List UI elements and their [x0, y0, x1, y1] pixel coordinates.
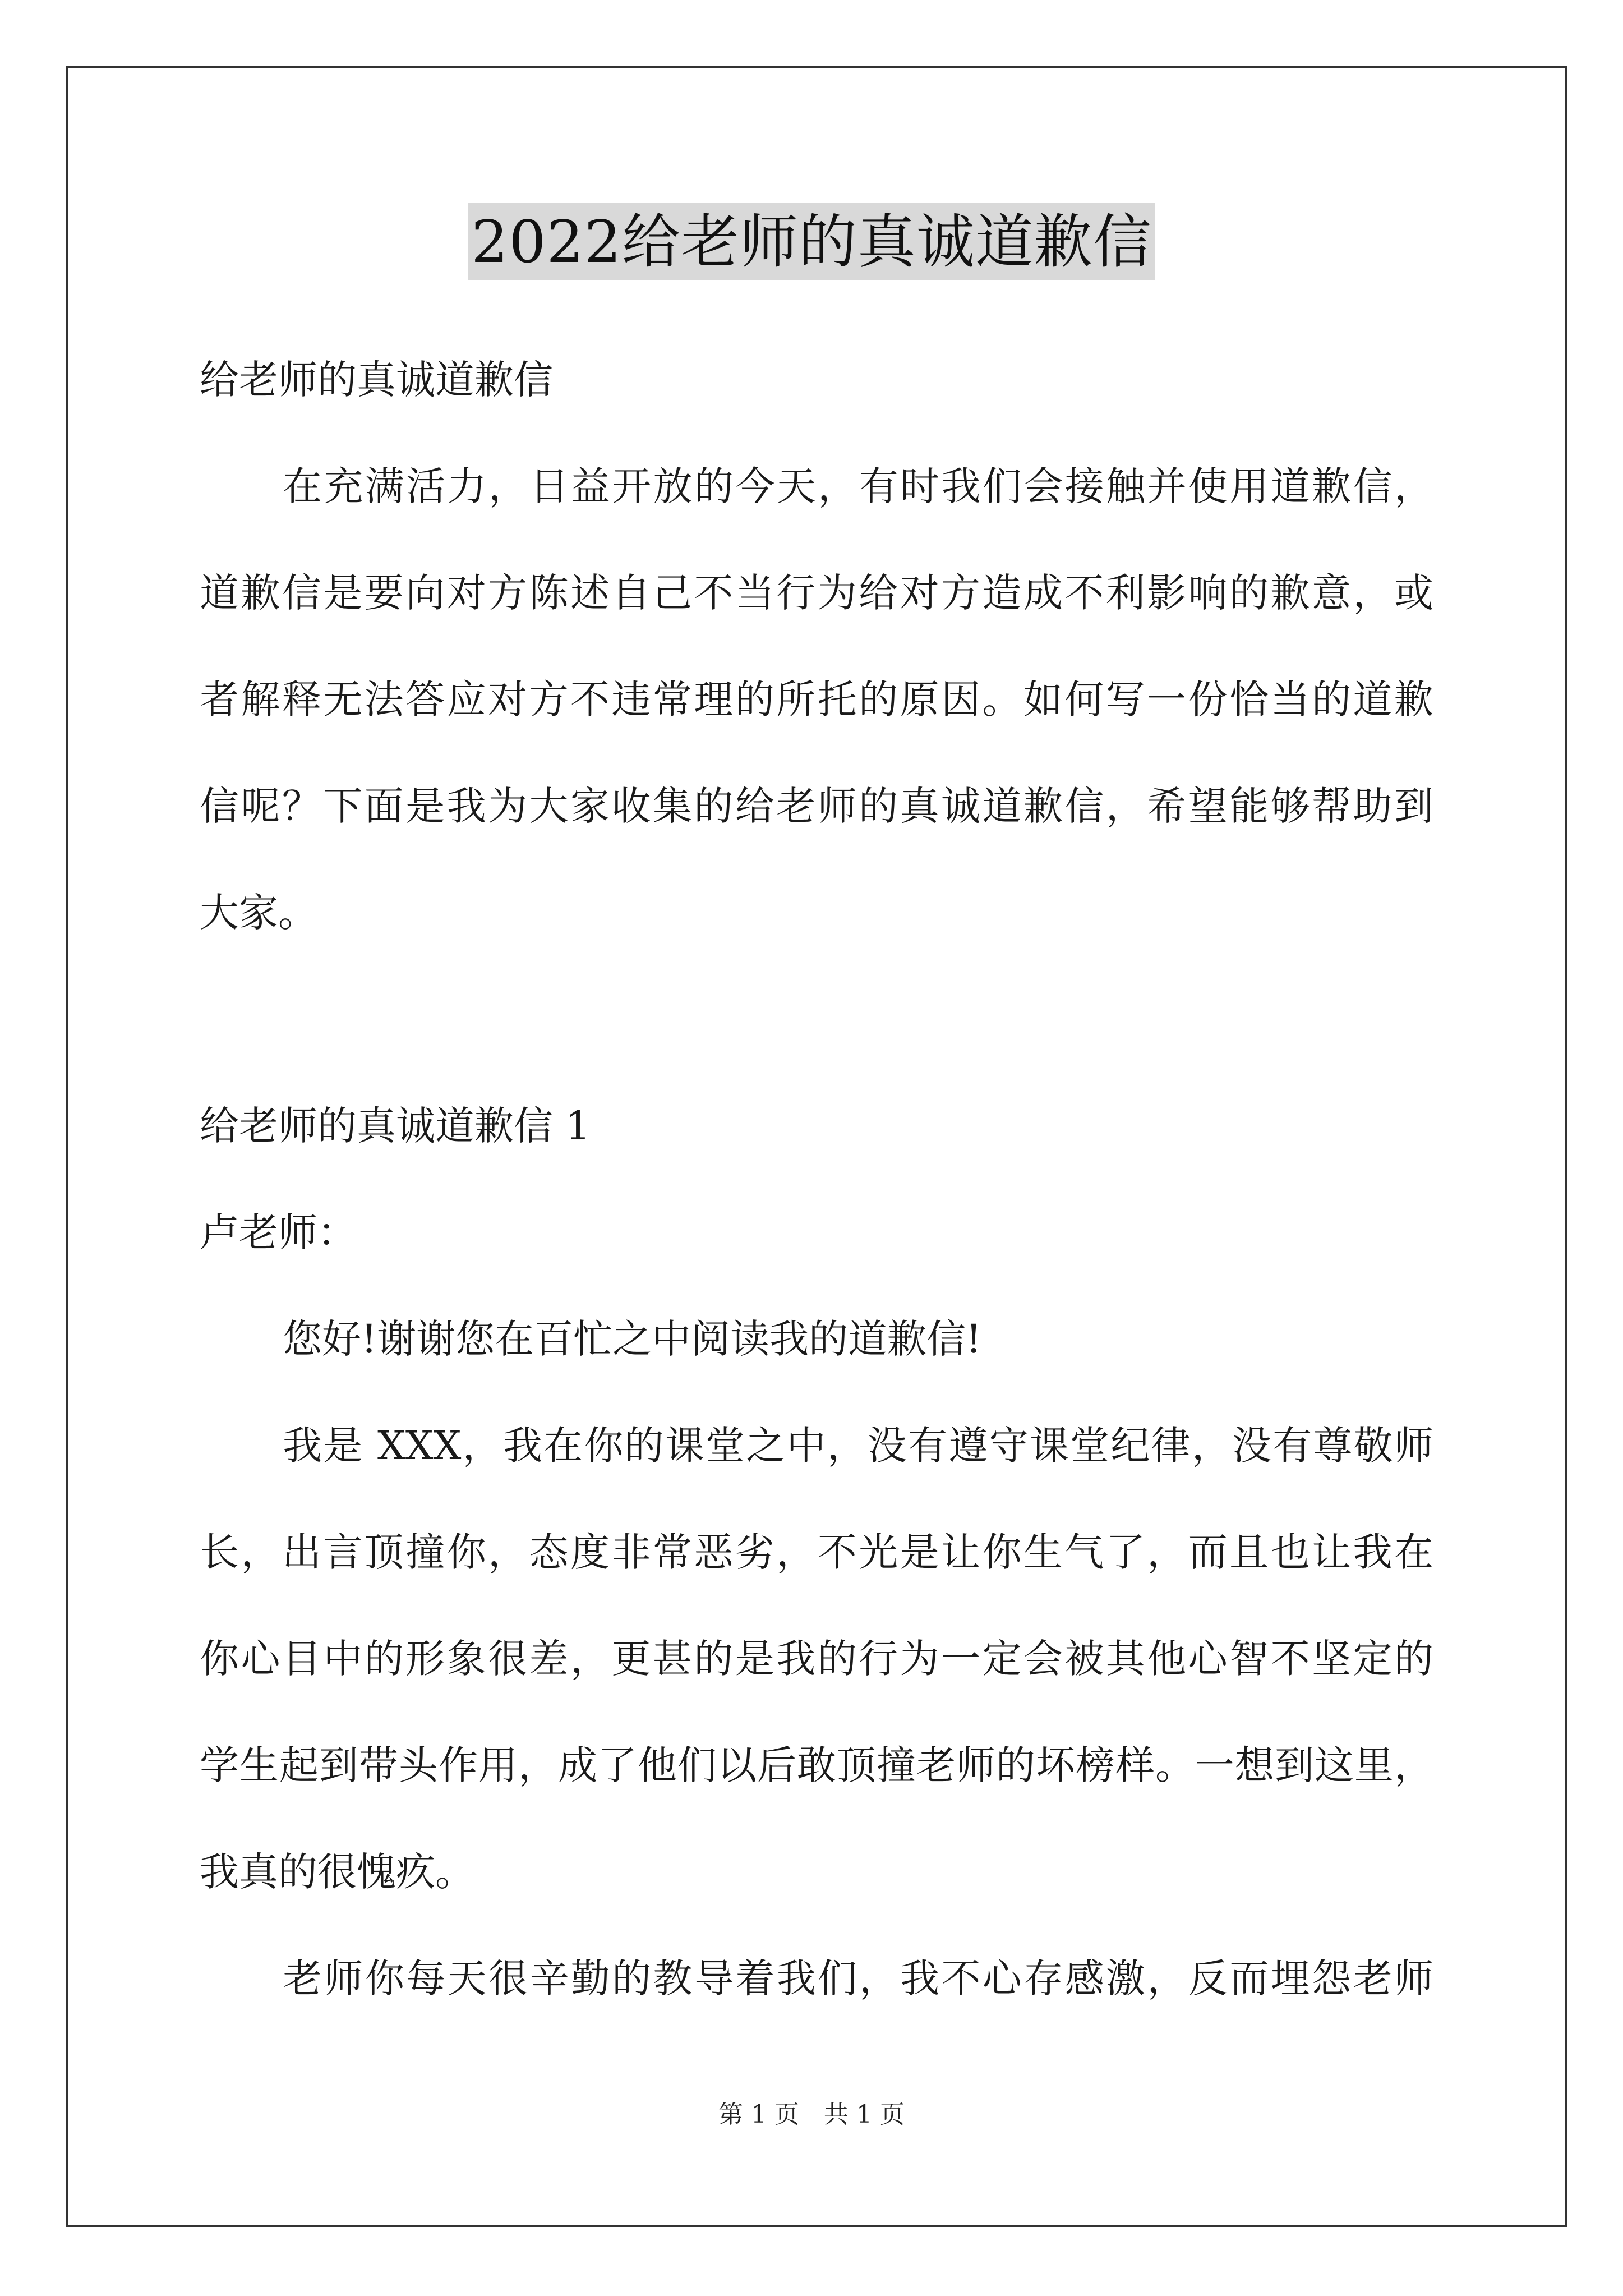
salutation: 卢老师：	[200, 1209, 357, 1255]
paragraph-line: 学生起到带头作用，成了他们以后敢顶撞老师的坏榜样。一想到这里，	[200, 1742, 1433, 1788]
intro-line: 信呢？下面是我为大家收集的给老师的真诚道歉信，希望能够帮助到	[200, 783, 1433, 829]
title-container	[0, 203, 1623, 280]
paragraph-line: 我是 XXX，我在你的课堂之中，没有遵守课堂纪律，没有尊敬师	[283, 1423, 1433, 1469]
paragraph-line: 我真的很愧疚。	[200, 1849, 474, 1895]
intro-line: 者解释无法答应对方不违常理的所托的原因。如何写一份恰当的道歉	[200, 677, 1433, 723]
greeting: 您好!谢谢您在百忙之中阅读我的道歉信!	[283, 1316, 982, 1362]
paragraph-line: 你心目中的形象很差，更甚的是我的行为一定会被其他心智不坚定的	[200, 1636, 1433, 1682]
subtitle: 给老师的真诚道歉信	[200, 357, 553, 403]
document-title: 2022给老师的真诚道歉信	[468, 203, 1155, 280]
section-heading: 给老师的真诚道歉信 1	[200, 1103, 591, 1149]
intro-line: 道歉信是要向对方陈述自己不当行为给对方造成不利影响的歉意，或	[200, 570, 1433, 616]
intro-line: 在充满活力，日益开放的今天，有时我们会接触并使用道歉信，	[283, 463, 1433, 509]
page-footer: 第 1 页 共 1 页	[718, 2100, 905, 2129]
intro-line: 大家。	[200, 890, 317, 936]
paragraph-line: 老师你每天很辛勤的教导着我们，我不心存感激，反而埋怨老师	[283, 1955, 1433, 2001]
paragraph-line: 长，出言顶撞你，态度非常恶劣，不光是让你生气了，而且也让我在	[200, 1529, 1433, 1575]
